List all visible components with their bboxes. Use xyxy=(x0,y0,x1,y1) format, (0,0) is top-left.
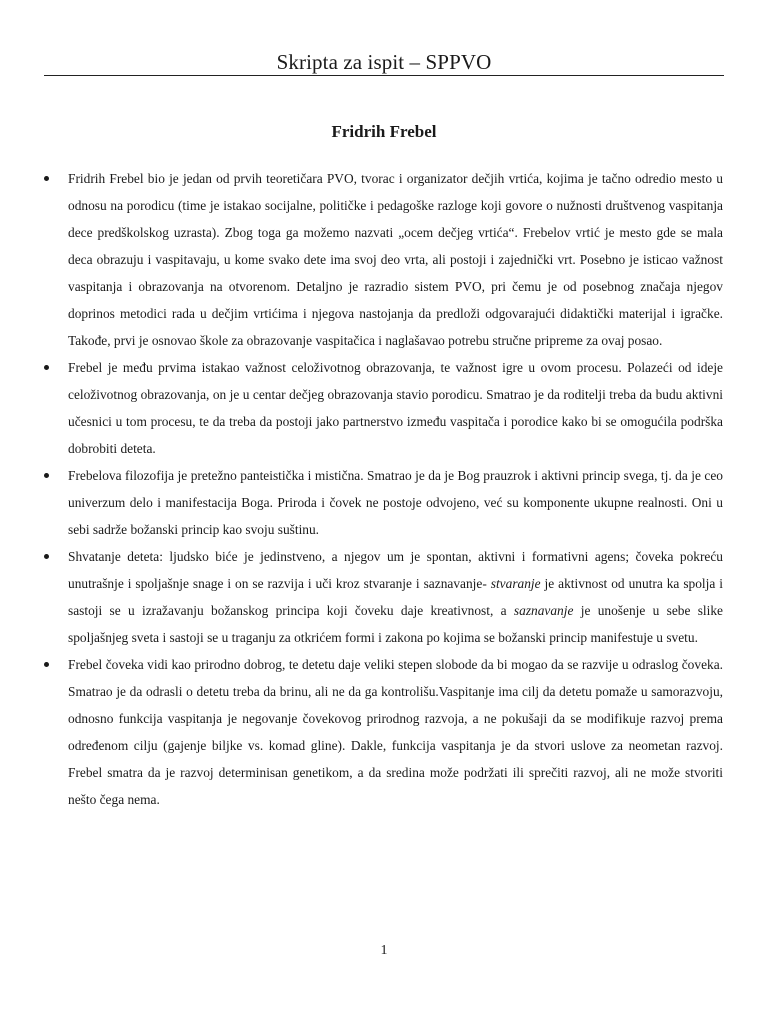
bullet-text-4c: je unošenje u sebe slike spoljašnjeg sveta i sastoji se u traganju za otkrićem formi i zakona po kojima se božanski princip manifestuje u svetu. xyxy=(68,603,724,645)
bullet-item-4 xyxy=(32,543,723,651)
bullet-dot-icon xyxy=(44,662,49,667)
bullet-item-5 xyxy=(32,651,723,813)
bullet-dot-icon xyxy=(44,473,49,478)
bullet-list xyxy=(32,165,723,813)
bullet-dot-icon xyxy=(44,176,49,181)
page-number: 1 xyxy=(380,943,388,958)
bullet-item-3 xyxy=(32,462,723,543)
bullet-text-2: Frebel je među prvima istakao važnost celoživotnog obrazovanja, te važnost igre u ovom procesu. Polazeći od ideje celoživotnog obrazovanja, on je u centar dečjeg obrazovanja stavio porodicu. Smatrao je da roditelji treba da budu aktivni učesnici u tom procesu, te da treba da postoji jako partnerstvo između vaspitača i porodice kako bi se omogućila podrška dobrobiti deteta. xyxy=(68,360,723,456)
bullet-item-2 xyxy=(32,354,723,462)
header-divider xyxy=(44,75,724,76)
bullet-text-3: Frebelova filozofija je pretežno panteistička i mistična. Smatrao je da je Bog prauzrok i aktivni princip svega, tj. da je ceo univerzum delo i manifestacija Boga. Priroda i čovek ne postoje odvojeno, već su komponente ukupne realnosti. Oni u sebi sadrže božanski princip kao svoju suštinu. xyxy=(68,468,723,537)
emphasis-saznavanje: saznavanje xyxy=(513,603,574,618)
bullet-dot-icon xyxy=(44,554,49,559)
bullet-dot-icon xyxy=(44,365,49,370)
page-header-title: Skripta za ispit – SPPVO xyxy=(276,50,492,74)
bullet-text-4b: je aktivnost od unutra ka spolja i sastoji se u izražavanju božanskog principa koji čoveku daje kreativnost, a xyxy=(68,576,723,618)
document-body xyxy=(32,165,723,813)
bullet-text-4a: Shvatanje deteta: ljudsko biće je jedinstveno, a njegov um je spontan, aktivni i formativni agens; čoveka pokreću unutrašnje i spoljašnje snage i on se razvija i uči kroz stvaranje i saznavanje- xyxy=(68,549,723,591)
bullet-text-1: Fridrih Frebel bio je jedan od prvih teoretičara PVO, tvorac i organizator dečjih vrtića, kojima je tačno odredio mesto u odnosu na porodicu (time je istakao socijalne, političke i pedagoške razloge koji govore o nužnosti društvenog vaspitanja dece predškolskog uzrasta). Zbog toga ga možemo nazvati „ocem dečjeg vrtića“. Frebelov vrtić je mesto gde se mala deca obrazuju i vaspitavaju, u kome svako dete ima svoj deo vrta, ali postoji i zajednički vrt. Posebno je isticao važnost vaspitanja i obrazovanja na otvorenom. Detaljno je razradio sistem PVO, pri čemu je od posebnog značaja njegov doprinos metodici rada u dečjim vrtićima i njegova nastojanja da predloži odgovarajući didaktički materijal i igračke. Takođe, prvi je osnovao škole za obrazovanje vaspitačica i naglašavao potrebu stručne pripreme za ovaj posao. xyxy=(68,171,723,348)
emphasis-stvaranje: stvaranje xyxy=(490,576,541,591)
bullet-text-5: Frebel čoveka vidi kao prirodno dobrog, te detetu daje veliki stepen slobode da bi mogao da se razvije u odraslog čoveka. Smatrao je da odrasli o detetu treba da brinu, ali ne da ga kontrolišu.Vaspitanje ima cilj da detetu pomaže u samorazvoju, odnosno funkcija vaspitanja je negovanje čovekovog prirodnog razvoja, a ne pokušaji da se modifikuje razvoj prema određenom cilju (gajenje biljke vs. komad gline). Dakle, funkcija vaspitanja je da stvori uslove za neometan razvoj. Frebel smatra da je razvoj determinisan genetikom, a da sredina može podržati ili sprečiti razvoj, ali ne može stvoriti nešto čega nema. xyxy=(68,657,723,807)
bullet-item-1 xyxy=(32,165,723,354)
document-heading: Fridrih Frebel xyxy=(331,122,437,141)
